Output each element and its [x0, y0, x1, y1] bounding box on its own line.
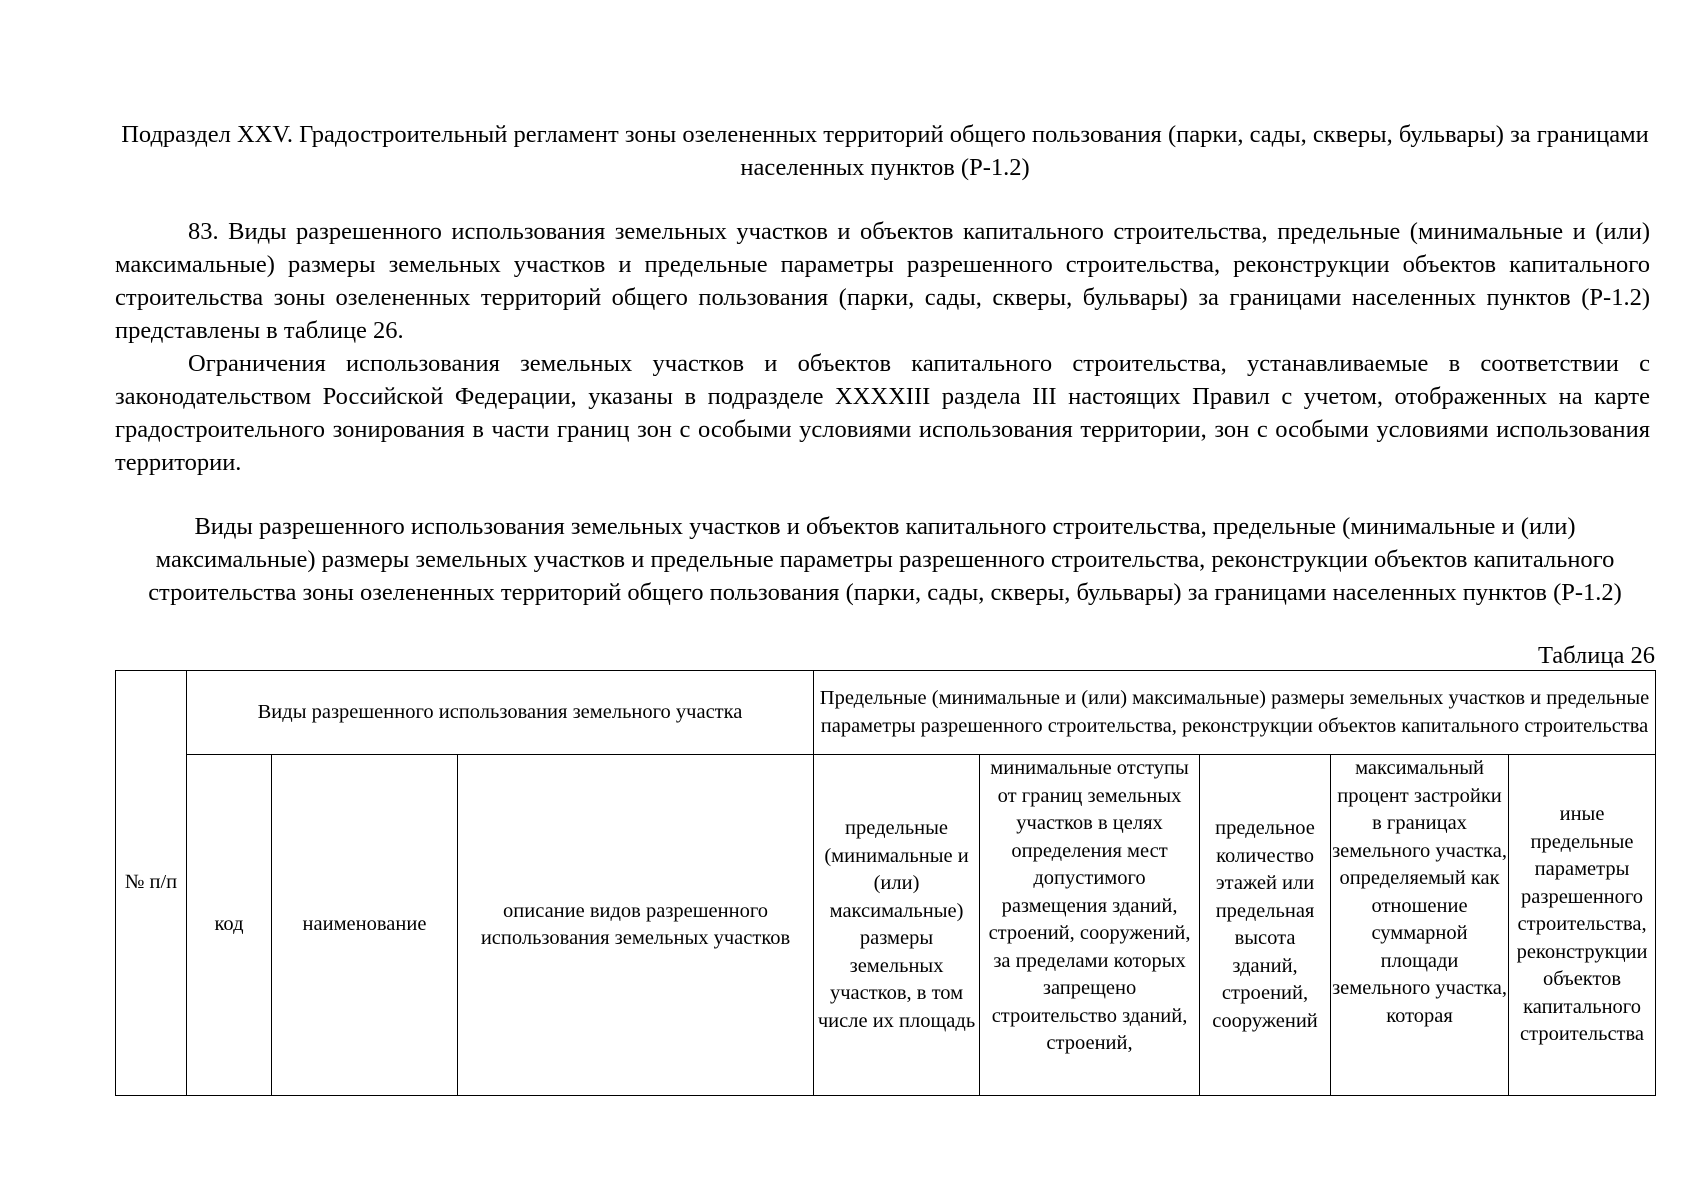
col-name-header: наименование: [272, 755, 458, 1096]
col-description-header: описание видов разрешенного использования земельных участков: [458, 755, 814, 1096]
table-label: Таблица 26: [1537, 642, 1655, 669]
col-area-header: предельные (минимальные и (или) максимальные) размеры земельных участков, в том числе их площадь: [814, 755, 980, 1096]
col-code-header: код: [187, 755, 272, 1096]
regulation-table: [115, 670, 1656, 1096]
col-indent-text: минимальные отступы от границ земельных участков в целях определения мест допустимого размещения зданий, строений, сооружений, за пределами которых запрещено строительство зданий, строений,: [988, 757, 1191, 1054]
paragraph-83: 83. Виды разрешенного использования земельных участков и объектов капитального строительства, предельные (минимальные и (или) максимальные) размеры земельных участков и предельные параметры разрешенного строительства, реконструкции объектов капитального строительства зоны озелененных территорий общего пользования (парки, сады, скверы, бульвары) за границами населенных пунктов (Р-1.2) представлены в таблице 26.: [115, 218, 1650, 344]
col-other-header: иные предельные параметры разрешенного строительства, реконструкции объектов капитального строительства: [1509, 755, 1656, 1096]
col-number-header: № п/п: [116, 671, 187, 1096]
col-percent-header: [1331, 755, 1509, 1096]
col-percent-text: максимальный процент застройки в границах земельного участка, определяемый как отношение суммарной площади земельного участка, которая: [1332, 757, 1507, 1027]
group-uses-header: Виды разрешенного использования земельного участка: [187, 671, 814, 755]
col-indent-header: [980, 755, 1200, 1096]
table-caption: Виды разрешенного использования земельных участков и объектов капитального строительства, предельные (минимальные и (или) максимальные) размеры земельных участков и предельные параметры разрешенного строительства, реконструкции объектов капитального строительства зоны озелененных территорий общего пользования (парки, сады, скверы, бульвары) за границами населенных пунктов (Р-1.2): [148, 513, 1622, 606]
group-limits-header: Предельные (минимальные и (или) максимальные) размеры земельных участков и предельные параметры разрешенного строительства, реконструкции объектов капитального строительства: [814, 671, 1656, 755]
col-floors-header: предельное количество этажей или предельная высота зданий, строений, сооружений: [1200, 755, 1331, 1096]
paragraph-restrictions: Ограничения использования земельных участков и объектов капитального строительства, устанавливаемые в соответствии с законодательством Российской Федерации, указаны в подразделе XXXXIII раздела III настоящих Правил с учетом, отображенных на карте градостроительного зонирования в части границ зон с особыми условиями использования территории, зон с особыми условиями использования территории.: [115, 350, 1650, 476]
subsection-title: Подраздел XXV. Градостроительный регламент зоны озелененных территорий общего пользования (парки, сады, скверы, бульвары) за границами населенных пунктов (Р-1.2): [121, 121, 1649, 181]
